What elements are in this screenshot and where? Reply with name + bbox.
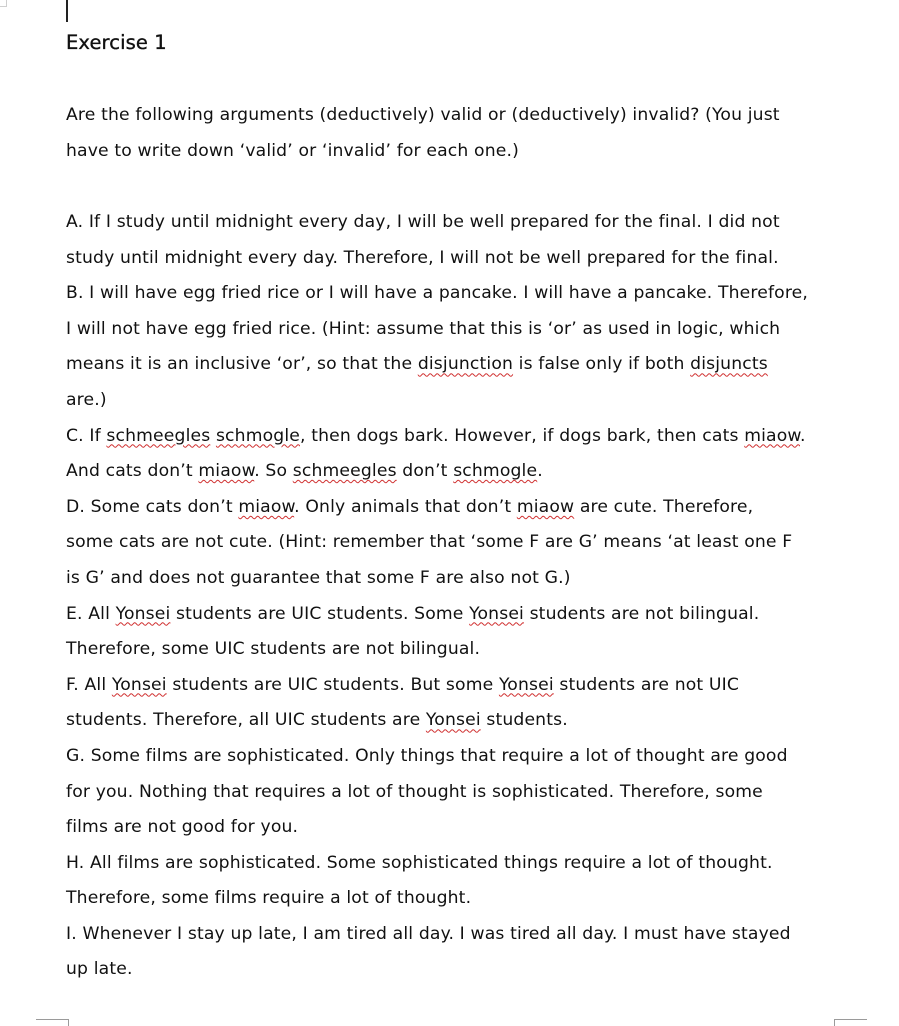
question-b-line bbox=[66, 347, 866, 383]
misspelled-word[interactable]: schmeegles bbox=[292, 461, 397, 482]
text-run: E. All bbox=[66, 603, 116, 624]
question-f-line bbox=[66, 703, 866, 739]
text-run: students are UIC students. Some bbox=[170, 603, 470, 624]
question-h-line: H. All films are sophisticated. Some sophisticated things require a lot of thought. bbox=[66, 852, 773, 873]
text-run: . bbox=[800, 425, 806, 446]
text-run: And cats don’t bbox=[66, 461, 199, 482]
misspelled-word[interactable]: disjuncts bbox=[690, 354, 768, 375]
text-run: . bbox=[537, 461, 543, 482]
question-c-line bbox=[66, 419, 866, 455]
question-d-line: is G’ and does not guarantee that some F are also not G.) bbox=[66, 567, 571, 588]
instructions-paragraph[interactable] bbox=[66, 98, 866, 169]
question-f-line bbox=[66, 668, 866, 704]
misspelled-word[interactable]: miaow bbox=[516, 496, 575, 517]
question-g-line: films are not good for you. bbox=[66, 817, 299, 838]
text-cursor bbox=[66, 0, 68, 22]
question-d-line: some cats are not cute. (Hint: remember that ‘some F are G’ means ‘at least one F bbox=[66, 532, 793, 553]
question-e-line: Therefore, some UIC students are not bilingual. bbox=[66, 639, 481, 660]
question-h-line: Therefore, some films require a lot of thought. bbox=[66, 888, 472, 909]
text-run: means it is an inclusive ‘or’, so that the bbox=[66, 354, 418, 375]
page-boundary-mark bbox=[36, 1019, 69, 1026]
question-i-line: up late. bbox=[66, 959, 133, 980]
question-a-line: A. If I study until midnight every day, I will be well prepared for the final. I did not bbox=[66, 212, 780, 232]
misspelled-word[interactable]: Yonsei bbox=[115, 603, 171, 624]
text-run: C. If bbox=[66, 425, 107, 446]
question-i-line: I. Whenever I stay up late, I am tired all day. I was tired all day. I must have stayed bbox=[66, 923, 791, 944]
misspelled-word[interactable]: Yonsei bbox=[469, 603, 524, 624]
misspelled-word[interactable]: disjunction bbox=[417, 354, 514, 375]
page-boundary-mark bbox=[834, 1019, 867, 1026]
text-run: . Only animals that don’t bbox=[294, 496, 517, 517]
page-title: Exercise 1 bbox=[66, 31, 167, 54]
question-c-line bbox=[66, 454, 866, 490]
text-run: is false only if both bbox=[513, 354, 691, 375]
text-run: D. Some cats don’t bbox=[66, 496, 239, 517]
instructions-line: have to write down ‘valid’ or ‘invalid’ for each one.) bbox=[66, 140, 519, 161]
misspelled-word[interactable]: miaow bbox=[744, 425, 800, 446]
misspelled-word[interactable]: schmeegles bbox=[106, 425, 211, 446]
text-run: students are UIC students. But some bbox=[166, 674, 499, 695]
text-run: , then dogs bark. However, if dogs bark, then cats bbox=[299, 425, 745, 446]
misspelled-word[interactable]: miaow bbox=[198, 461, 255, 482]
question-g-line: for you. Nothing that requires a lot of thought is sophisticated. Therefore, some bbox=[66, 781, 763, 802]
question-a-line: study until midnight every day. Therefore, I will not be well prepared for the final. bbox=[66, 247, 779, 268]
misspelled-word[interactable]: Yonsei bbox=[425, 710, 481, 731]
question-e-line bbox=[66, 597, 866, 633]
text-run: don’t bbox=[396, 461, 454, 482]
instructions-line: Are the following arguments (deductively) valid or (deductively) invalid? (You just bbox=[66, 105, 780, 125]
question-b-line: are.) bbox=[66, 389, 107, 410]
question-d-line bbox=[66, 490, 866, 526]
text-run: F. All bbox=[66, 674, 112, 695]
text-run: . So bbox=[254, 461, 293, 482]
misspelled-word[interactable]: schmogle bbox=[453, 461, 538, 482]
misspelled-word[interactable]: miaow bbox=[238, 496, 295, 517]
text-run: students. bbox=[480, 710, 568, 731]
text-run: are cute. Therefore, bbox=[574, 496, 754, 517]
question-g-line: G. Some films are sophisticated. Only things that require a lot of thought are good bbox=[66, 745, 788, 766]
text-run: students are not UIC bbox=[553, 674, 740, 695]
page-corner-mark bbox=[0, 0, 7, 7]
misspelled-word[interactable]: Yonsei bbox=[498, 674, 554, 695]
misspelled-word[interactable]: schmogle bbox=[215, 425, 300, 446]
question-b-line: I will not have egg fried rice. (Hint: assume that this is ‘or’ as used in logic, which bbox=[66, 318, 781, 339]
text-run: students. Therefore, all UIC students are bbox=[66, 710, 426, 731]
misspelled-word[interactable]: Yonsei bbox=[111, 674, 167, 695]
question-b-line: B. I will have egg fried rice or I will have a pancake. I will have a pancake. Therefore, bbox=[66, 283, 809, 304]
questions-list[interactable] bbox=[66, 205, 866, 988]
text-run: students are not bilingual. bbox=[523, 603, 760, 624]
